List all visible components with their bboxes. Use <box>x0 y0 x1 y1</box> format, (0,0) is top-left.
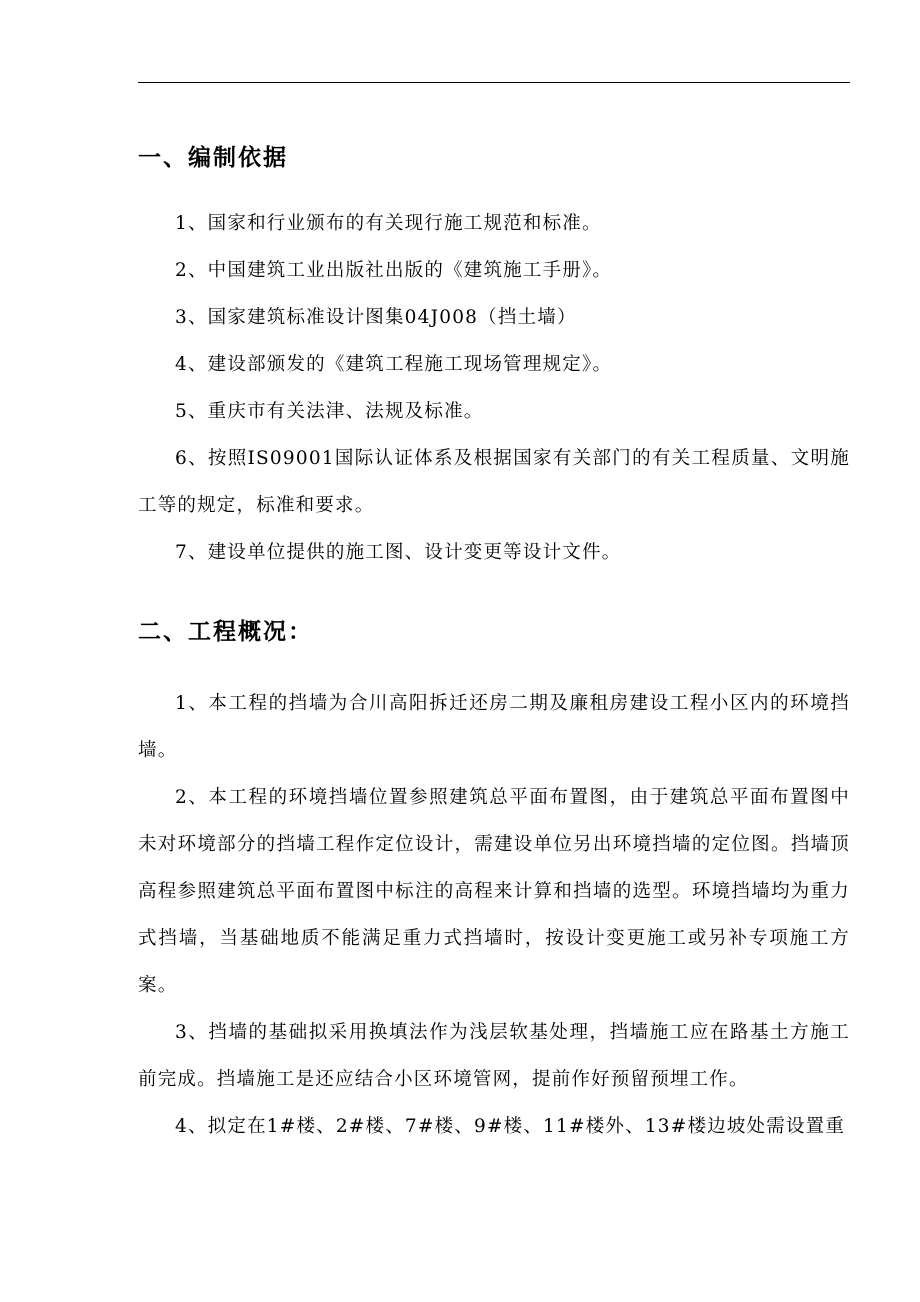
section-heading-basis: 一、编制依据 <box>138 145 288 171</box>
overview-item-3: 3、挡墙的基础拟采用换填法作为浅层软基处理，挡墙施工应在路基土方施工前完成。挡墙施工是还应结合小区环境管网，提前作好预留预埋工作。 <box>138 1022 850 1090</box>
document-body <box>138 128 850 1150</box>
basis-item-7: 7、建设单位提供的施工图、设计变更等设计文件。 <box>175 542 622 563</box>
overview-item-4: 4、拟定在1#楼、2#楼、7#楼、9#楼、11#楼外、13#楼边坡处需设置重 <box>175 1116 846 1137</box>
basis-item-2: 2、中国建筑工业出版社出版的《建筑施工手册》。 <box>175 260 613 281</box>
basis-item-3: 3、国家建筑标准设计图集04J008（挡土墙） <box>175 307 577 328</box>
header-rule <box>138 82 850 83</box>
basis-item-1: 1、国家和行业颁布的有关现行施工规范和标准。 <box>175 213 602 234</box>
overview-item-2: 2、本工程的环境挡墙位置参照建筑总平面布置图，由于建筑总平面布置图中未对环境部分的挡墙工程作定位设计，需建设单位另出环境挡墙的定位图。挡墙顶高程参照建筑总平面布置图中标注的高程来计算和挡墙的选型。环境挡墙均为重力式挡墙，当基础地质不能满足重力式挡墙时，按设计变更施工或另补专项施工方案。 <box>138 787 850 996</box>
basis-item-5: 5、重庆市有关法津、法规及标准。 <box>175 401 484 422</box>
overview-list <box>138 680 850 1150</box>
overview-item-1: 1、本工程的挡墙为合川高阳拆迁还房二期及廉租房建设工程小区内的环境挡墙。 <box>138 693 850 761</box>
basis-item-4: 4、建设部颁发的《建筑工程施工现场管理规定》。 <box>175 354 613 375</box>
basis-list <box>138 200 850 576</box>
basis-item-6: 6、按照IS09001国际认证体系及根据国家有关部门的有关工程质量、文明施工等的规定，标准和要求。 <box>138 448 850 516</box>
section-heading-overview: 二、工程概况： <box>138 619 313 645</box>
